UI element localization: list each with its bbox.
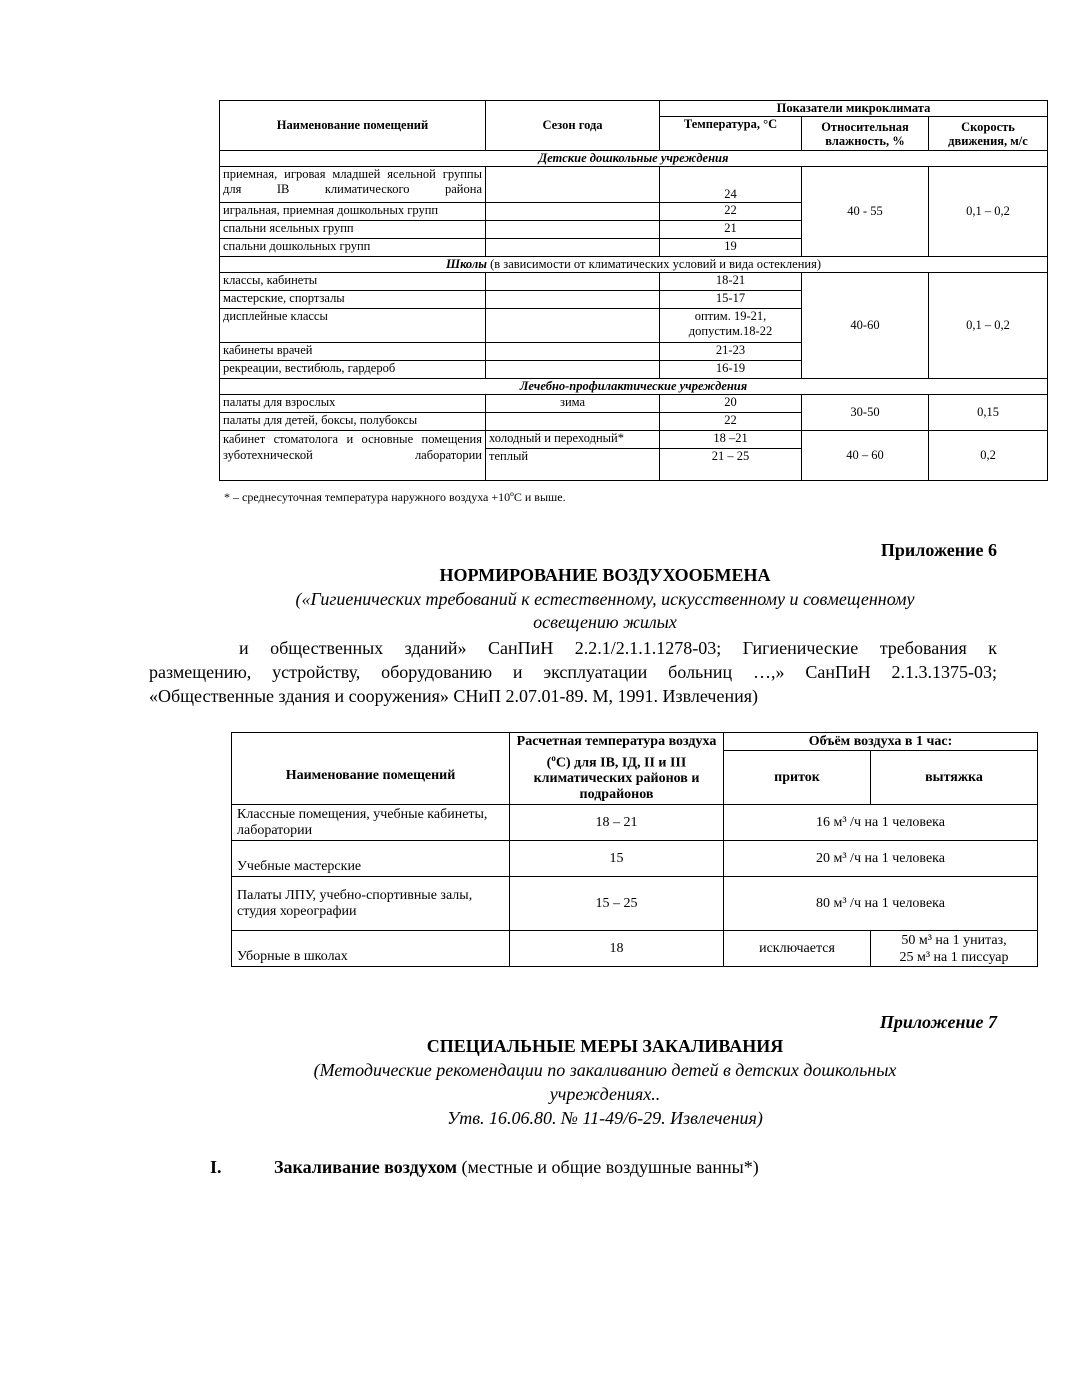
air-exchange-table <box>231 732 1038 967</box>
table-row-temp: 21-23 <box>660 343 802 361</box>
t2-header-exhaust: вытяжка <box>871 751 1038 805</box>
table-row-temp: 15-17 <box>660 291 802 309</box>
t2-header-volume: Объём воздуха в 1 час: <box>724 733 1038 751</box>
table-row-volume: 80 м³ /ч на 1 человека <box>724 877 1038 931</box>
section2-speed: 0,1 – 0,2 <box>929 273 1048 379</box>
section-title-preschool: Детские дошкольные учреждения <box>220 151 1048 167</box>
table-row-season <box>486 203 660 221</box>
table-row-temp: оптим. 19-21, допустим.18-22 <box>660 309 802 343</box>
table-row-temp: 18-21 <box>660 273 802 291</box>
appendix6-paragraph <box>149 636 997 708</box>
table-row-name: спальни дошкольных групп <box>220 239 486 257</box>
appendix6-title: НОРМИРОВАНИЕ ВОЗДУХООБМЕНА <box>439 565 771 585</box>
section-title-note: (в зависимости от климатических условий и вида остекления) <box>490 257 822 271</box>
table-row-name: Классные помещения, учебные кабинеты, лаборатории <box>232 805 510 841</box>
table-row-temp: 18 <box>510 931 724 967</box>
table-row-name: классы, кабинеты <box>220 273 486 291</box>
table-row-temp: 15 – 25 <box>510 877 724 931</box>
table-row-inflow: исключается <box>724 931 871 967</box>
table-row-season <box>486 361 660 379</box>
appendix6-para-line3: «Общественные здания и сооружения» СНиП 2.07.01-89. М, 1991. Извлечения) <box>149 686 759 706</box>
table-row-temp: 19 <box>660 239 802 257</box>
table-row-season: холодный и переходный* <box>486 431 660 449</box>
section-heading <box>274 1157 759 1178</box>
table-row-volume: 20 м³ /ч на 1 человека <box>724 841 1038 877</box>
appendix7-subtitle-line2: учреждениях.. <box>549 1084 661 1104</box>
table-row-temp: 16-19 <box>660 361 802 379</box>
appendix6-subtitle-line2: освещению жилых <box>533 612 677 632</box>
appendix7-title: СПЕЦИАЛЬНЫЕ МЕРЫ ЗАКАЛИВАНИЯ <box>426 1036 784 1056</box>
table-row-temp: 15 <box>510 841 724 877</box>
header-temperature: Температура, °С <box>660 117 802 151</box>
t2-header-room-name: Наименование помещений <box>232 733 510 805</box>
appendix7-subtitle-line3: Утв. 16.06.80. № 11-49/6-29. Извлечения) <box>447 1108 763 1128</box>
table-row-season <box>486 309 660 343</box>
table-row-name: Уборные в школах <box>232 931 510 967</box>
table-row-temp: 22 <box>660 203 802 221</box>
section3-speed: 0,15 <box>929 395 1048 431</box>
table-row-temp: 21 <box>660 221 802 239</box>
table-row-season <box>486 343 660 361</box>
table-row-name: палаты для взрослых <box>220 395 486 413</box>
dental-speed: 0,2 <box>929 431 1048 481</box>
table-row-temp: 24 <box>660 167 802 203</box>
appendix6-subtitle-line1: («Гигиенических требований к естественному, искусственному и совмещенному <box>295 589 915 609</box>
t2-header-temperature: Расчетная температура воздуха ($^о$С) для IВ, IД, II и III климатических районов и подрайонов <box>510 733 724 805</box>
table-row-temp: 22 <box>660 413 802 431</box>
table-row-name: мастерские, спортзалы <box>220 291 486 309</box>
table-row-name: кабинеты врачей <box>220 343 486 361</box>
section1-humidity: 40 - 55 <box>802 167 929 257</box>
table-row-name: приемная, игровая младшей ясельной группы для IВ климатического района <box>220 167 486 203</box>
table-row-exhaust: 50 м³ на 1 унитаз, 25 м³ на 1 писсуар <box>871 931 1038 967</box>
section2-humidity: 40-60 <box>802 273 929 379</box>
appendix6-para-line2: размещению, устройству, оборудованию и эксплуатации больниц …,» СанПиН 2.1.3.1375-03; <box>149 662 997 682</box>
table-row-season <box>486 239 660 257</box>
table-row-season <box>486 221 660 239</box>
table-row-name: дисплейные классы <box>220 309 486 343</box>
table-row-name: Учебные мастерские <box>232 841 510 877</box>
section1-speed: 0,1 – 0,2 <box>929 167 1048 257</box>
appendix7-label: Приложение 7 <box>879 1012 997 1032</box>
section-number: I. <box>210 1157 222 1177</box>
section-note: (местные и общие воздушные ванны*) <box>461 1157 759 1177</box>
microclimate-table <box>219 100 1048 481</box>
table-row-volume: 16 м³ /ч на 1 человека <box>724 805 1038 841</box>
table-row-name: рекреации, вестибюль, гардероб <box>220 361 486 379</box>
table-row-season <box>486 167 660 203</box>
table-row-temp: 20 <box>660 395 802 413</box>
header-indicators: Показатели микроклимата <box>660 101 1048 117</box>
header-speed: Скорость движения, м/с <box>929 117 1048 151</box>
header-season: Сезон года <box>486 101 660 151</box>
table-row-season <box>486 273 660 291</box>
table1-footnote: * – среднесуточная температура наружного воздуха +10ºС и выше. <box>224 490 566 504</box>
table-row-season: зима <box>486 395 660 413</box>
table-row-name: игральная, приемная дошкольных групп <box>220 203 486 221</box>
header-humidity: Относительная влажность, % <box>802 117 929 151</box>
section-title: Закаливание воздухом <box>274 1157 458 1177</box>
dental-humidity: 40 – 60 <box>802 431 929 481</box>
section-title-medical: Лечебно-профилактические учреждения <box>220 379 1048 395</box>
table-row-name: палаты для детей, боксы, полубоксы <box>220 413 486 431</box>
table-row-name: спальни ясельных групп <box>220 221 486 239</box>
table-row-name: кабинет стоматолога и основные помещения зуботехнической лаборатории <box>220 431 486 481</box>
table-row-name: Палаты ЛПУ, учебно-спортивные залы, студия хореографии <box>232 877 510 931</box>
appendix7-subtitle-line1: (Методические рекомендации по закаливанию детей в детских дошкольных <box>313 1060 897 1080</box>
header-room-name: Наименование помещений <box>220 101 486 151</box>
appendix6-label: Приложение 6 <box>880 540 997 560</box>
section-title-schools: Школы (в зависимости от климатических условий и вида остекления) <box>220 257 1048 273</box>
table-row-temp: 18 – 21 <box>510 805 724 841</box>
table-row-temp: 18 –21 <box>660 431 802 449</box>
table-row-season <box>486 291 660 309</box>
appendix6-para-line1: и общественных зданий» СанПиН 2.2.1/2.1.1.1278-03; Гигиенические требования к <box>239 638 997 658</box>
section3-humidity: 30-50 <box>802 395 929 431</box>
table-row-season: теплый <box>486 449 660 481</box>
t2-header-inflow: приток <box>724 751 871 805</box>
table-row-season <box>486 413 660 431</box>
table-row-temp: 21 – 25 <box>660 449 802 481</box>
